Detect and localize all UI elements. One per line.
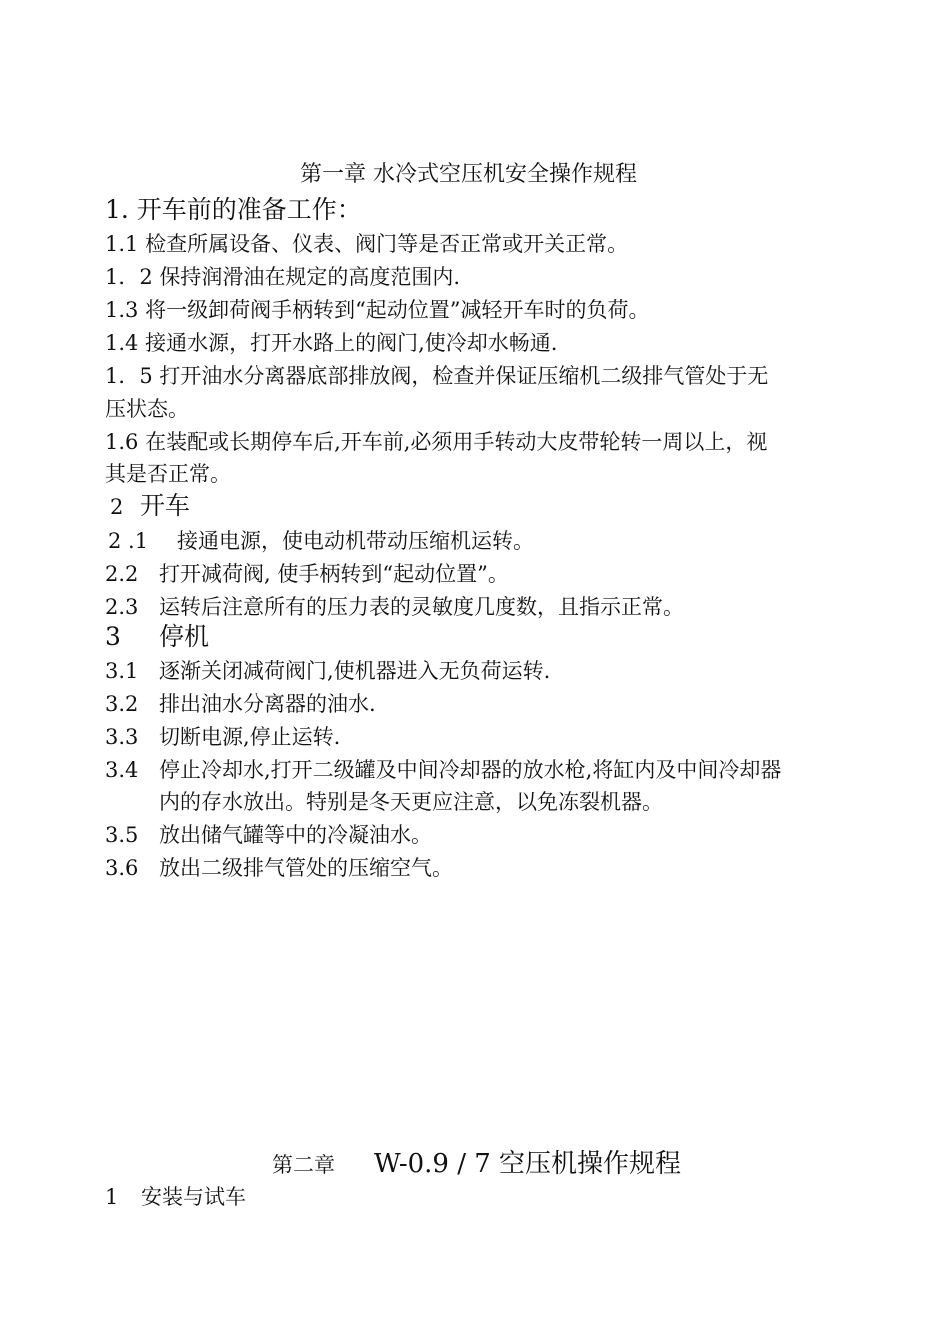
item-text: 打开减荷阀, 使手柄转到“起动位置”。	[159, 562, 509, 586]
item-text: 运转后注意所有的压力表的灵敏度几度数，且指示正常。	[159, 595, 684, 619]
paragraph: 1．5 打开油水分离器底部排放阀，检查并保证压缩机二级排气管处于无	[105, 364, 769, 388]
list-item	[105, 690, 376, 718]
item-number: 2 .1	[108, 529, 149, 553]
chapter1-title: 第一章 水冷式空压机安全操作规程	[300, 162, 637, 187]
chapter-label: 第二章	[272, 1153, 335, 1177]
paragraph: 压状态。	[105, 397, 189, 421]
section-number: 3	[105, 622, 121, 651]
section-heading	[105, 196, 362, 225]
section-heading	[105, 623, 209, 652]
list-item	[105, 560, 509, 588]
section-number: 2	[110, 495, 124, 519]
chapter-title-text: W-0.9 / 7 空压机操作规程	[374, 1149, 682, 1179]
item-text: 接通电源，使电动机带动压缩机运转。	[177, 529, 534, 553]
list-item	[105, 854, 453, 882]
list-item	[108, 527, 534, 555]
paragraph: 1.4 接通水源，打开水路上的阀门,使冷却水畅通.	[105, 331, 558, 355]
paragraph: 1．2 保持润滑油在规定的高度范围内.	[105, 265, 461, 289]
item-number: 3.3	[105, 725, 139, 749]
item-text: 放出储气罐等中的冷凝油水。	[159, 823, 432, 847]
section-heading-text: 停机	[159, 622, 210, 651]
section-heading-text: 1. 开车前的准备工作：	[105, 195, 362, 224]
item-text: 排出油水分离器的油水.	[159, 692, 376, 716]
list-item	[105, 593, 684, 621]
chapter2-title	[272, 1148, 681, 1181]
paragraph: 1.6 在装配或长期停车后,开车前,必须用手转动大皮带轮转一周以上，视	[105, 430, 768, 454]
paragraph: 其是否正常。	[105, 462, 231, 486]
item-text: 停止冷却水,打开二级罐及中间冷却器的放水枪,将缸内及中间冷却器	[159, 758, 782, 782]
item-text: 逐渐关闭减荷阀门,使机器进入无负荷运转.	[159, 659, 551, 683]
list-item	[105, 723, 340, 751]
list-item	[105, 756, 781, 784]
item-number: 2.3	[105, 595, 139, 619]
section-heading-text: 开车	[140, 491, 191, 520]
paragraph: 1.1 检查所属设备、仪表、阀门等是否正常或开关正常。	[105, 232, 629, 256]
paragraph: 1.3 将一级卸荷阀手柄转到“起动位置”减轻开车时的负荷。	[105, 298, 650, 322]
list-item	[105, 657, 550, 685]
section-heading	[110, 492, 190, 521]
item-number: 3.5	[105, 823, 139, 847]
item-number: 2.2	[105, 562, 139, 586]
item-number: 3.2	[105, 692, 139, 716]
item-number: 3.1	[105, 659, 139, 683]
list-item-continuation: 内的存水放出。特别是冬天更应注意，以免冻裂机器。	[159, 790, 663, 814]
section-heading	[105, 1183, 246, 1211]
list-item	[105, 821, 432, 849]
section-heading-text: 安装与试车	[141, 1185, 246, 1209]
item-number: 3.6	[105, 856, 139, 880]
section-number: 1	[105, 1185, 119, 1209]
item-text: 放出二级排气管处的压缩空气。	[159, 856, 453, 880]
item-text: 切断电源,停止运转.	[159, 725, 341, 749]
item-number: 3.4	[105, 758, 139, 782]
